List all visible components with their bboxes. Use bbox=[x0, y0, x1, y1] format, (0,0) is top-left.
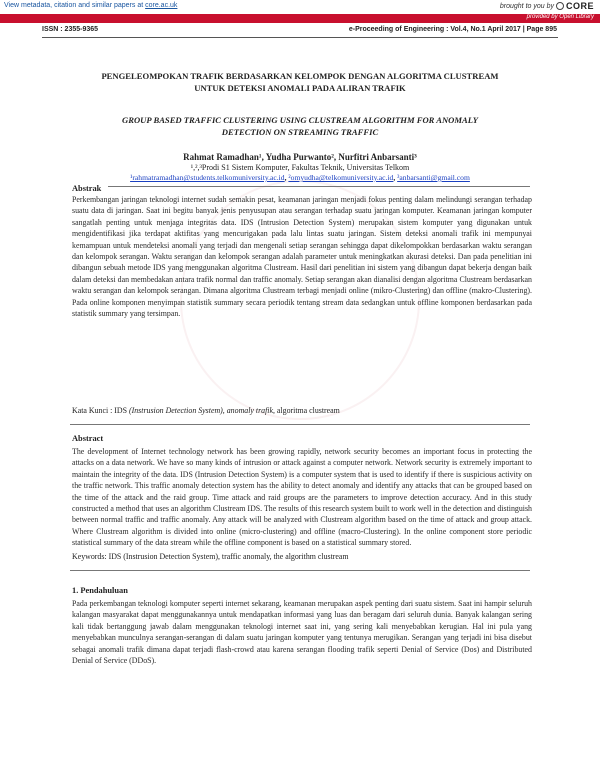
title-indonesian-line2: UNTUK DETEKSI ANOMALI PADA ALIRAN TRAFIK bbox=[194, 83, 406, 93]
abstract-end-rule bbox=[70, 570, 530, 571]
abstract-body: The development of Internet technology network has been growing rapidly, network security becomes an important focus in protecting the attacks on a data network. We have so many kinds of intrusion or attack against a computer network. Network security is extremely important to maintain the integrity of the data. IDS (Intrusion Detection System) is a computer system that is used to identify if there is suspicious activity on the traffic network. This traffic anomaly detection system has the ability to detect anomaly and identify any attacks that can be grouped based on the time of the attack and the raid group. Time attack and raid groups are the parameters to improve detection accuracy. And in this study constructed a method that uses an algorithm Clustream IDS. The results of this research system built to work well in the detection and distinguish between normal traffic and traffic anomaly. Any attack will be analyzed with Clustream algorithm based on the time of attack and group attack. Where Clustream algorithm is divided into online (micro-clustering) and offline (macro-Clustering). In the online component store periodic statistical summary of the data stream while the offline component is based on a statistical summary stored. bbox=[72, 447, 532, 548]
core-brand[interactable] bbox=[500, 1, 594, 11]
core-metadata-link[interactable] bbox=[4, 2, 177, 9]
core-link-prefix: View metadata, citation and similar papers at bbox=[4, 2, 146, 9]
intro-body: Pada perkembangan teknologi komputer seperti internet sekarang, keamanan merupakan aspek penting dari suatu sistem. Saat ini hampir seluruh kalangan masyarakat dapat menggunakannya untuk mendapatkan informasi yang luas dan beragam dari seluruh dunia. Banyak kalangan sering kali tidak bertanggung jawab dalam menggunakan teknologi internet saat ini, yang sering kali menyebabkan kerugian. Hal ini pula yang menyebabkan munculnya serangan-serangan di dalam suatu jaringan komputer yang tentunya merugikan. Serangan yang terjadi ini bisa disebut sebagai anomali trafik dimana dapat terjadi flash-crowd atau karena serangan flooding trafik seperti Denial of Service (Dos) and Distributed Denial of Service (DDoS). bbox=[72, 599, 532, 666]
title-indonesian-line1: PENGELEOMPOKAN TRAFIK BERDASARKAN KELOMPOK DENGAN ALGORITMA CLUSTREAM bbox=[101, 71, 499, 81]
title-english bbox=[64, 114, 536, 138]
kata-kunci-label: Kata Kunci : IDS bbox=[72, 406, 129, 415]
email-link-3[interactable]: ³anbarsanti@gmail.com bbox=[397, 173, 470, 182]
title-english-line2: DETECTION ON STREAMING TRAFFIC bbox=[221, 127, 379, 137]
abstrak-heading: Abstrak bbox=[72, 184, 102, 193]
abstract-heading: Abstract bbox=[72, 434, 104, 443]
title-indonesian bbox=[64, 70, 536, 94]
kata-kunci-rest: , algoritma clustream bbox=[272, 406, 340, 415]
header-divider bbox=[42, 37, 558, 38]
title-english-line1: GROUP BASED TRAFFIC CLUSTERING USING CLUSTREAM ALGORITHM FOR ANOMALY bbox=[122, 115, 478, 125]
core-banner bbox=[0, 0, 600, 14]
issn: ISSN : 2355-9365 bbox=[42, 26, 99, 33]
intro-heading: 1. Pendahuluan bbox=[72, 586, 128, 595]
abstrak-rule bbox=[108, 186, 530, 187]
abstrak-body: Perkembangan jaringan teknologi internet sudah semakin pesat, keamanan jaringan menjadi fokus penting dalam melindungi serangan terhadap suatu data di jaringan. Saat ini begitu banyak jenis penyusupan atau serangan terhadap suatu jaringan komputer. Keamanan jaringan komputer sangatlah penting untuk menjaga integritas data. IDS (Intrusion Detection System) merupakan sistem komputer yang digunakan untuk mengidentifikasi jika terdapat aktifitas yang mencurigakan pada lalu lintas suatu jaringan. Sistem deteksi anomali trafik ini mempunyai kemampuan untuk mendeteksi anomali yang terjadi dan mengenali setiap serangan sehingga dapat dikelompokkan berdasarkan waktu serangan dan kelompok serangan. Waktu serangan dan kelompok serangan adalah parameter untuk meningkatkan akurasi deteksi. Dan pada penelitian ini dibangun sebuah metode IDS yang menggunakan algoritma Clustream. Hasil dari penelitian ini sistem yang dibangun dapat bekerja dengan baik dalam deteksi dan membedakan antara trafik normal dan traffic anomaly. Setiap serangan akan dianalisi dengan algoritma Clustream berdasarkan waktu serangan dan kelompok serangan. Dimana algoritma Clustream terbagi menjadi online (mikro-Clustering) dan offline (makro-Clustering). Pada online komponen menyimpan statistik summary secara periodik tentang stream data sedangkan untuk offline komponen berdasarkan pada statistik summary yang tersimpan. bbox=[72, 195, 532, 319]
core-brought-by: brought to you by bbox=[499, 2, 554, 10]
provider-strip bbox=[0, 14, 600, 23]
proceeding-info: e-Proceeding of Engineering : Vol.4, No.1 April 2017 | Page 895 bbox=[348, 26, 557, 33]
email-link-1[interactable]: ¹rahmatramadhan@students.telkomuniversity.ac.id bbox=[130, 173, 285, 182]
author-emails: ¹rahmatramadhan@students.telkomuniversity.ac.id, ²omyudha@telkomuniversity.ac.id, ³anbarsanti@gmail.com bbox=[130, 173, 470, 182]
author-names: Rahmat Ramadhan¹, Yudha Purwanto², Nurfitri Anbarsanti³ bbox=[183, 152, 417, 162]
email-link-2[interactable]: ²omyudha@telkomuniversity.ac.id bbox=[288, 173, 394, 182]
kata-kunci-italic-2: anomaly trafik bbox=[226, 406, 273, 415]
abstrak-end-rule bbox=[70, 424, 530, 425]
core-logo: CORE bbox=[565, 1, 594, 11]
kata-kunci bbox=[72, 406, 532, 415]
provided-by-text[interactable]: provided by Open Library bbox=[526, 14, 594, 20]
author-affiliation: ¹,²,³Prodi S1 Sistem Komputer, Fakultas Teknik, Universitas Telkom bbox=[190, 163, 410, 172]
core-logo-icon bbox=[556, 2, 564, 10]
core-link-site[interactable]: core.ac.uk bbox=[145, 2, 178, 9]
kata-kunci-sep: , bbox=[222, 406, 227, 415]
keywords: Keywords: IDS (Instrusion Detection System), traffic anomaly, the algorithm clustream bbox=[72, 552, 349, 561]
kata-kunci-italic-1: (Instrusion Detection System) bbox=[128, 406, 223, 415]
